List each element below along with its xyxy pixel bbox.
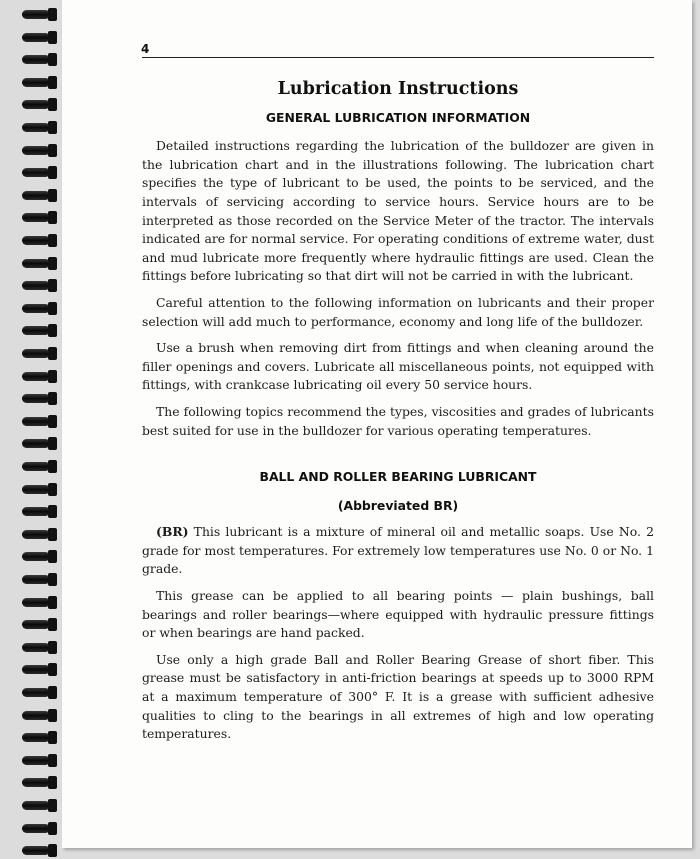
paragraph-text: This lubricant is a mixture of mineral oil and metallic soaps. Use No. 2 grade for most temperatures. For extremely low temperatures use No. 0 or No. 1 grade.: [142, 524, 654, 577]
paragraph: [142, 523, 654, 579]
binding-coil: [22, 277, 58, 294]
binding-coil: [22, 774, 58, 791]
binding-coil: [22, 842, 58, 859]
paragraph: The following topics recommend the types, viscosities and grades of lubricants best suited for use in the bulldozer for various operating temperatures.: [142, 403, 654, 438]
abbreviation-lead: (BR): [156, 524, 189, 540]
paragraph: This grease can be applied to all bearing points — plain bushings, ball bearings and roller bearings—where equipped with hydraulic pressure fittings or when bearings are hand packed.: [142, 588, 654, 641]
binding-coil: [22, 661, 58, 678]
binding-coil: [22, 300, 58, 317]
binding-coil: [22, 164, 58, 181]
binding-coil: [22, 594, 58, 611]
binding-coil: [22, 571, 58, 588]
paragraph: Use only a high grade Ball and Roller Bearing Grease of short fiber. This grease must be satisfactory in anti-friction bearings at speeds up to 3000 RPM at a maximum temperature of 300° F. It is a grease with sufficient adhesive qualities to cling to the bearings in all extremes of high and low operating temperatures.: [142, 651, 654, 742]
binding-coil: [22, 548, 58, 565]
binding-coil: [22, 209, 58, 226]
binding-coil: [22, 142, 58, 159]
binding-coil: [22, 119, 58, 136]
paragraph: Detailed instructions regarding the lubrication of the bulldozer are given in the lubrication chart and in the illustrations following. The lubrication chart specifies the type of lubricant to be used, the points to be serviced, and the intervals of servicing according to service hours. Service hours are to be interpreted as those recorded on the Service Meter of the tractor. The intervals indicated are for normal service. For operating conditions of extreme water, dust and mud lubricate more frequently where hydraulic fittings are used. Clean the fittings before lubricating so that dirt will not be carried in with the lubricant.: [142, 138, 654, 284]
page-title: Lubrication Instructions: [277, 79, 519, 99]
section-heading-bearing: BALL AND ROLLER BEARING LUBRICANT: [259, 469, 537, 485]
section-heading-general: GENERAL LUBRICATION INFORMATION: [265, 109, 531, 125]
binding-coil: [22, 232, 58, 249]
section-subheading: (Abbreviated BR): [337, 497, 459, 513]
binding-coil: [22, 707, 58, 724]
binding-coil: [22, 458, 58, 475]
page-number: 4: [141, 42, 150, 56]
binding-coil: [22, 74, 58, 91]
binding-coil: [22, 322, 58, 339]
binding-coil: [22, 96, 58, 113]
paragraph: Careful attention to the following information on lubricants and their proper selection will add much to performance, economy and long life of the bulldozer.: [142, 294, 654, 329]
page-content: [142, 76, 654, 752]
binding-coil: [22, 51, 58, 68]
binding-coil: [22, 752, 58, 769]
binding-coil: [22, 616, 58, 633]
header-rule: [142, 57, 654, 58]
binding-coil: [22, 6, 58, 23]
binding-coil: [22, 684, 58, 701]
binding-coil: [22, 503, 58, 520]
binding-coil: [22, 187, 58, 204]
binding-coil: [22, 29, 58, 46]
manual-page: [62, 0, 692, 848]
binding-coil: [22, 481, 58, 498]
binding-coil: [22, 413, 58, 430]
paragraph: Use a brush when removing dirt from fittings and when cleaning around the filler openings and covers. Lubricate all miscellaneous points, not equipped with fittings, with crankcase lubricating oil every 50 service hours.: [142, 340, 654, 393]
binding-coil: [22, 255, 58, 272]
binding-coil: [22, 729, 58, 746]
binding-coil: [22, 820, 58, 837]
binding-coil: [22, 345, 58, 362]
spiral-binding: [0, 0, 62, 855]
binding-coil: [22, 435, 58, 452]
binding-coil: [22, 797, 58, 814]
binding-coil: [22, 639, 58, 656]
binding-coil: [22, 390, 58, 407]
binding-coil: [22, 368, 58, 385]
binding-coil: [22, 526, 58, 543]
